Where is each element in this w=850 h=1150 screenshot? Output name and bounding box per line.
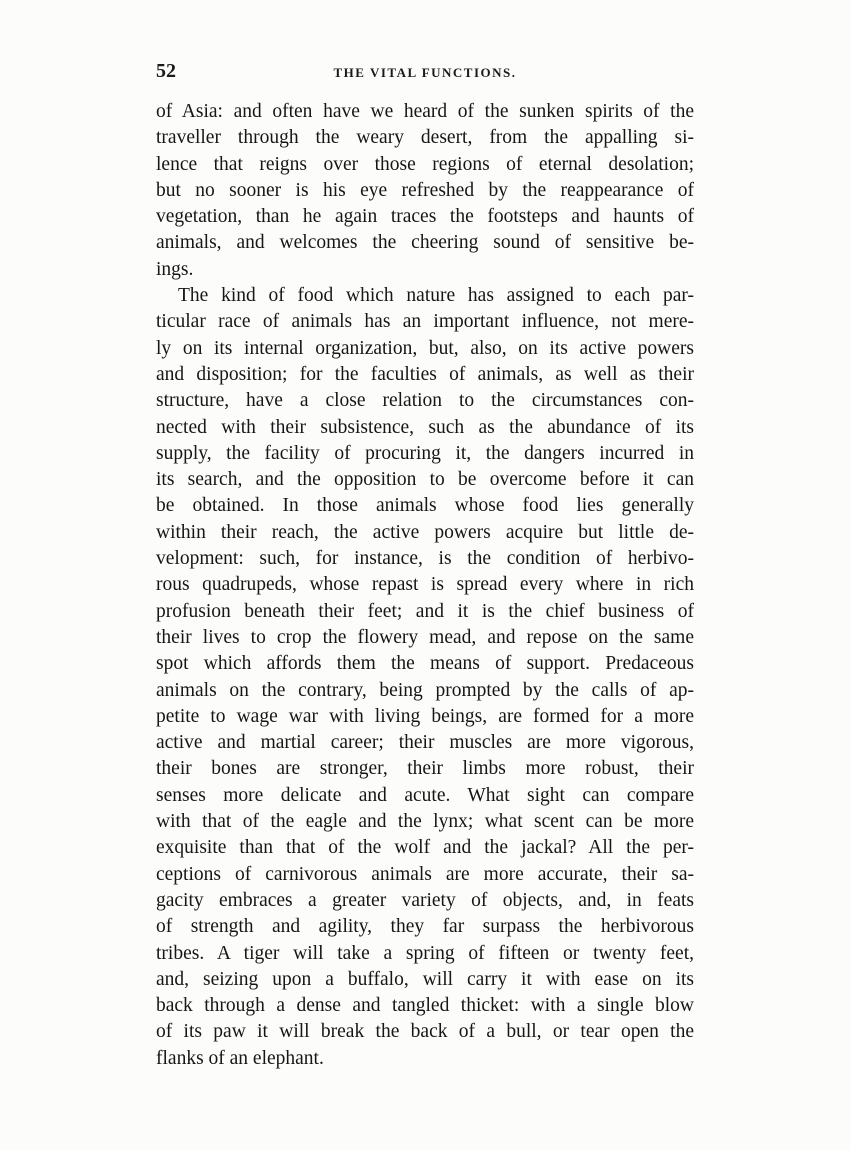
- text-line: The kind of food which nature has assigned to each par-: [178, 285, 694, 307]
- text-line: vegetation, than he again traces the footsteps and haunts of: [156, 206, 694, 228]
- text-line: structure, have a close relation to the circumstances con-: [156, 390, 694, 412]
- text-line: their lives to crop the flowery mead, and repose on the same: [156, 626, 694, 648]
- page-header: [156, 60, 694, 82]
- text-line: flanks of an elephant.: [156, 1047, 324, 1069]
- text-line: ings.: [156, 258, 194, 280]
- text-line: senses more delicate and acute. What sight can compare: [156, 784, 694, 806]
- text-line: exquisite than that of the wolf and the jackal? All the per-: [156, 837, 694, 859]
- text-line: of strength and agility, they far surpass the herbivorous: [156, 916, 694, 938]
- text-line: tribes. A tiger will take a spring of fifteen or twenty feet,: [156, 942, 694, 964]
- text-line: animals, and welcomes the cheering sound of sensitive be-: [156, 232, 694, 254]
- text-line: with that of the eagle and the lynx; what scent can be more: [156, 811, 694, 833]
- text-line: ly on its internal organization, but, also, on its active powers: [156, 337, 694, 359]
- text-line: ticular race of animals has an important influence, not mere-: [156, 311, 694, 333]
- text-line: their bones are stronger, their limbs more robust, their: [156, 758, 694, 780]
- text-line: be obtained. In those animals whose food lies generally: [156, 495, 694, 517]
- text-line: within their reach, the active powers acquire but little de-: [156, 521, 694, 543]
- text-line: and disposition; for the faculties of animals, as well as their: [156, 363, 694, 385]
- text-line: velopment: such, for instance, is the condition of herbivo-: [156, 548, 694, 570]
- text-line: supply, the facility of procuring it, the dangers incurred in: [156, 442, 694, 464]
- text-line: of Asia: and often have we heard of the sunken spirits of the: [156, 101, 694, 122]
- text-line: of its paw it will break the back of a bull, or tear open the: [156, 1021, 694, 1043]
- text-line: back through a dense and tangled thicket: with a single blow: [156, 995, 694, 1017]
- text-line: and, seizing upon a buffalo, will carry it with ease on its: [156, 968, 694, 990]
- text-line: active and martial career; their muscles are more vigorous,: [156, 732, 694, 754]
- text-line: rous quadrupeds, whose repast is spread every where in rich: [156, 574, 694, 596]
- text-line: animals on the contrary, being prompted by the calls of ap-: [156, 679, 694, 701]
- text-line: but no sooner is his eye refreshed by the reappearance of: [156, 179, 694, 201]
- text-line: ceptions of carnivorous animals are more accurate, their sa-: [156, 863, 694, 885]
- page-number: 52: [156, 60, 176, 82]
- text-line: profusion beneath their feet; and it is the chief business of: [156, 600, 694, 622]
- text-line: lence that reigns over those regions of eternal desolation;: [156, 153, 694, 175]
- text-line: petite to wage war with living beings, are formed for a more: [156, 705, 694, 727]
- body-text: [156, 99, 694, 1072]
- text-line: spot which affords them the means of support. Predaceous: [156, 653, 694, 675]
- text-line: its search, and the opposition to be overcome before it can: [156, 469, 694, 491]
- text-line: gacity embraces a greater variety of objects, and, in feats: [156, 889, 694, 911]
- text-line: nected with their subsistence, such as the abundance of its: [156, 416, 694, 438]
- text-line: traveller through the weary desert, from the appalling si-: [156, 127, 694, 149]
- running-title: THE VITAL FUNCTIONS.: [333, 65, 517, 80]
